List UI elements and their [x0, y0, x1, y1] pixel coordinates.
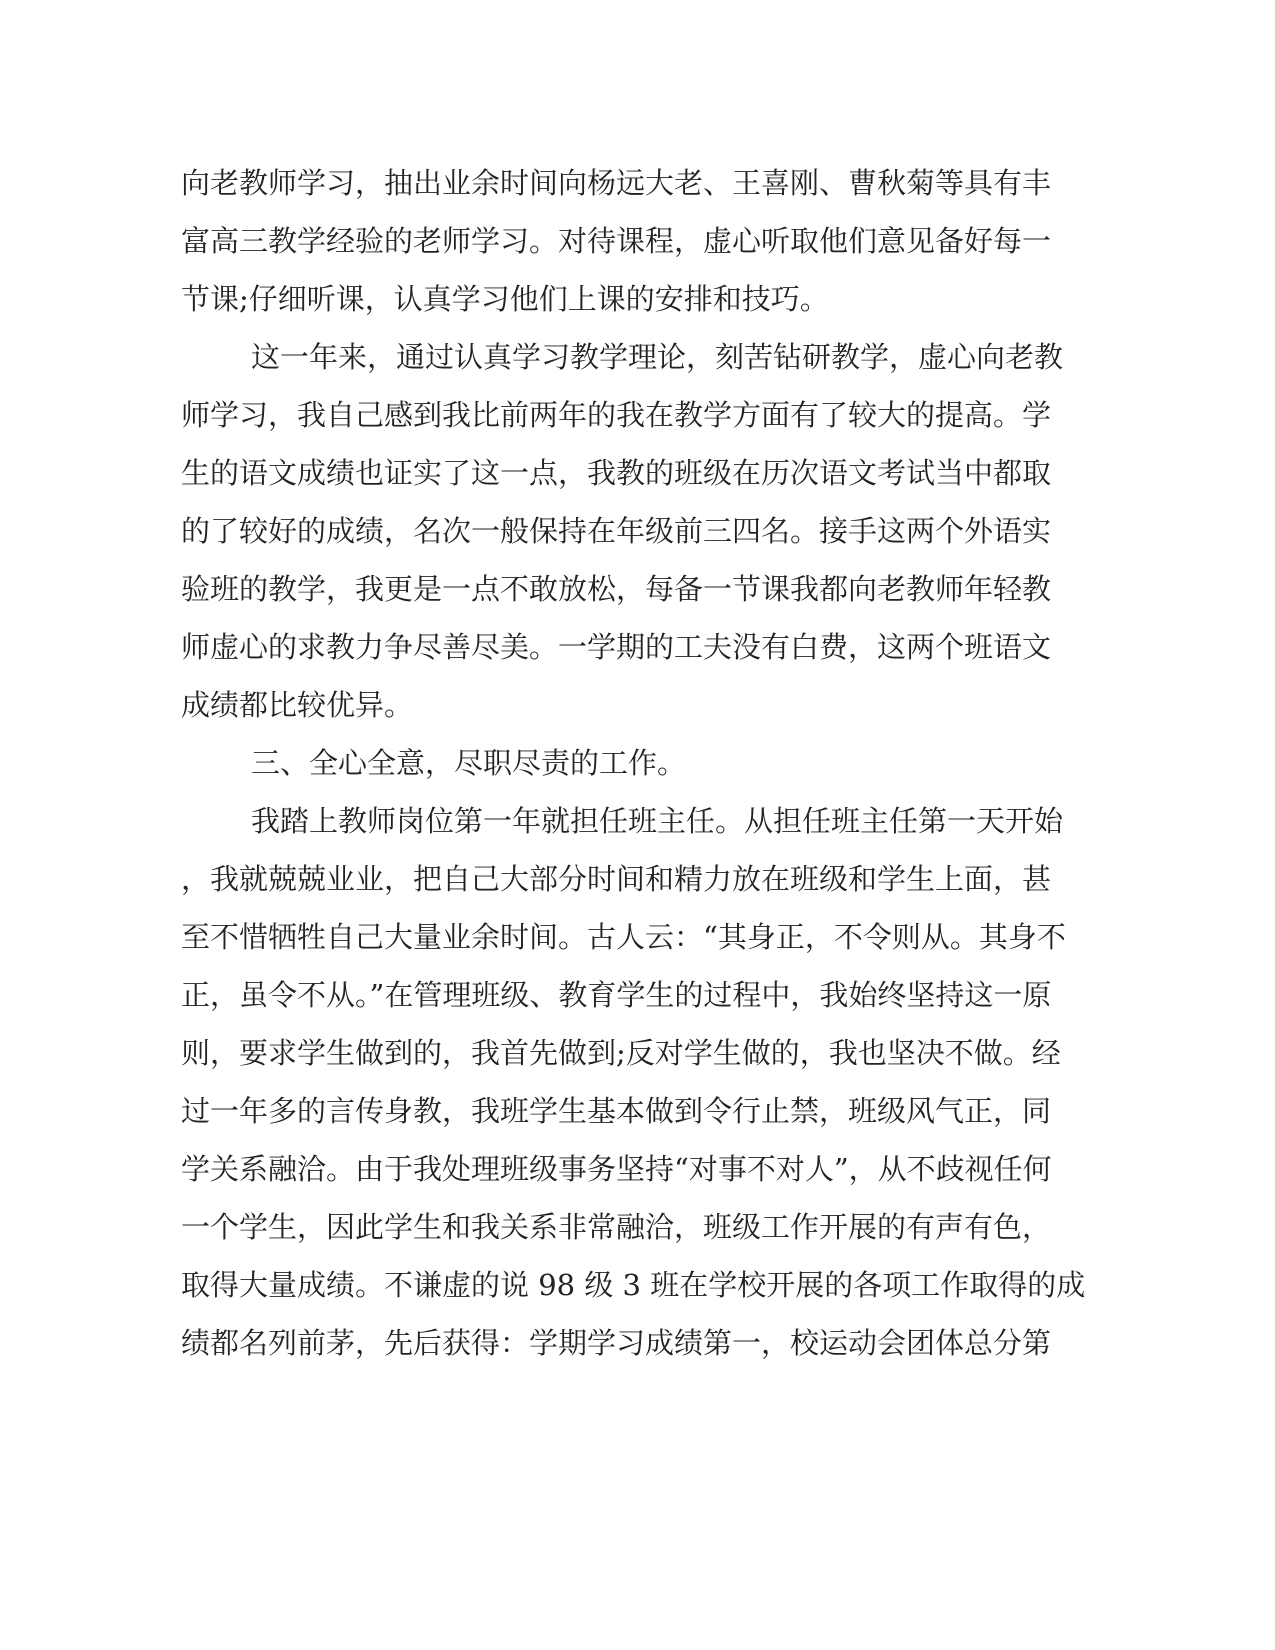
text-line: ，我就兢兢业业，把自己大部分时间和精力放在班级和学生上面，甚 [181, 862, 1052, 896]
text-line: 向老教师学习，抽出业余时间向杨远大老、王喜刚、曹秋菊等具有丰 [181, 166, 1052, 200]
text-line: 则，要求学生做到的，我首先做到;反对学生做的，我也坚决不做。经 [181, 1036, 1061, 1070]
text-line: 学关系融洽。由于我处理班级事务坚持“对事不对人”，从不歧视任何 [181, 1152, 1052, 1186]
text-line: 生的语文成绩也证实了这一点，我教的班级在历次语文考试当中都取 [181, 456, 1052, 490]
body-text [181, 154, 1086, 1372]
text-line: 过一年多的言传身教，我班学生基本做到令行止禁，班级风气正，同 [181, 1094, 1052, 1128]
text-line: 取得大量成绩。不谦虚的说 98 级 3 班在学校开展的各项工作取得的成 [181, 1268, 1086, 1302]
section-heading: 三、全心全意，尽职尽责的工作。 [251, 746, 687, 780]
text-line: 的了较好的成绩，名次一般保持在年级前三四名。接手这两个外语实 [181, 514, 1052, 548]
text-line: 一个学生，因此学生和我关系非常融洽，班级工作开展的有声有色， [181, 1210, 1052, 1244]
text-line: 这一年来，通过认真学习教学理论，刻苦钻研教学，虚心向老教 [251, 340, 1064, 374]
text-line: 节课;仔细听课，认真学习他们上课的安排和技巧。 [181, 282, 829, 316]
text-line: 成绩都比较优异。 [181, 688, 414, 722]
text-line: 至不惜牺牲自己大量业余时间。古人云：“其身正，不令则从。其身不 [181, 920, 1066, 954]
text-line: 师学习，我自己感到我比前两年的我在教学方面有了较大的提高。学 [181, 398, 1052, 432]
text-line: 富高三教学经验的老师学习。对待课程，虚心听取他们意见备好每一 [181, 224, 1052, 258]
text-line: 正，虽令不从。”在管理班级、教育学生的过程中，我始终坚持这一原 [181, 978, 1052, 1012]
text-line: 验班的教学，我更是一点不敢放松，每备一节课我都向老教师年轻教 [181, 572, 1052, 606]
text-line: 师虚心的求教力争尽善尽美。一学期的工夫没有白费，这两个班语文 [181, 630, 1052, 664]
text-line: 绩都名列前茅，先后获得：学期学习成绩第一，校运动会团体总分第 [181, 1326, 1052, 1360]
text-line: 我踏上教师岗位第一年就担任班主任。从担任班主任第一天开始 [251, 804, 1064, 838]
